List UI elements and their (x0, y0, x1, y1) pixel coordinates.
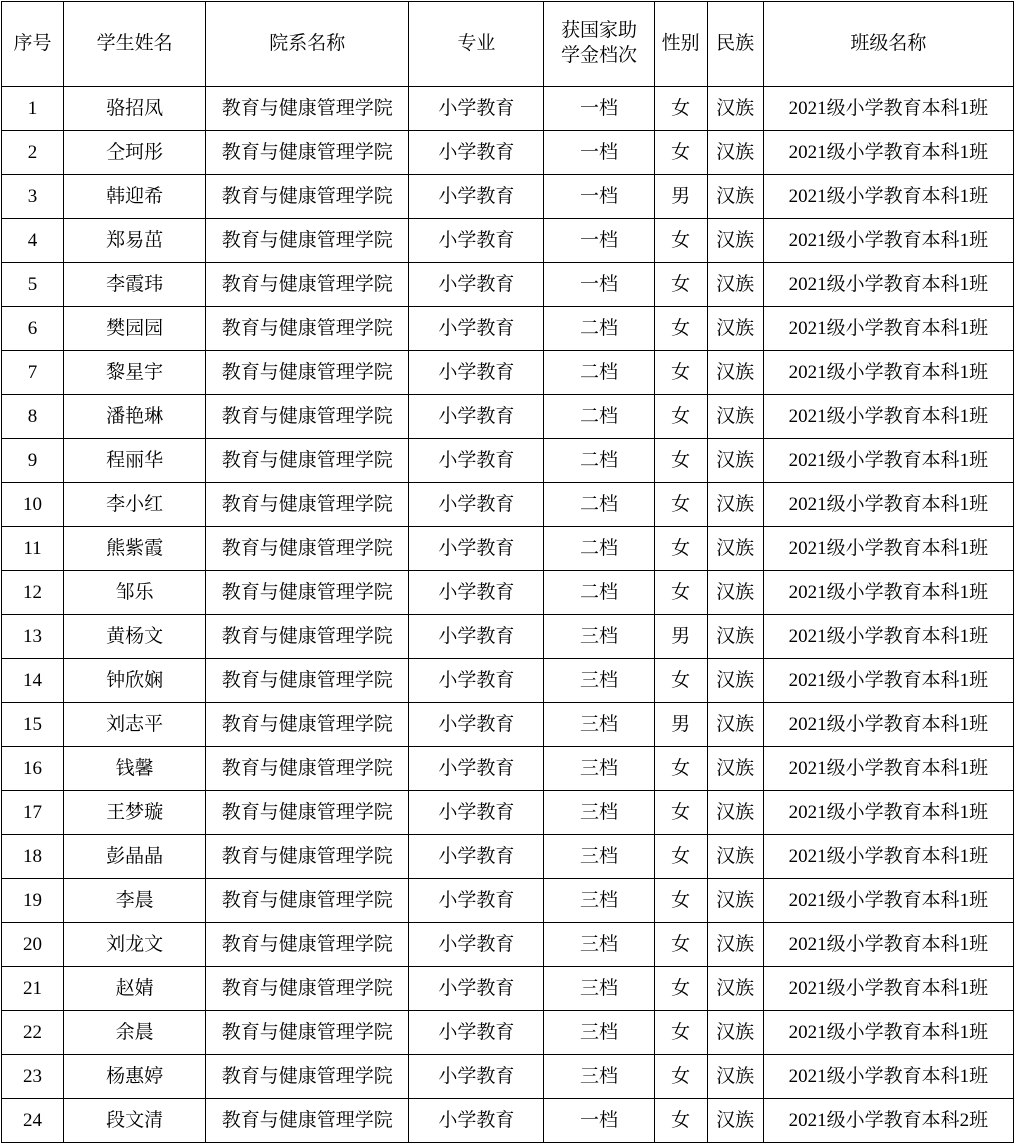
table-row (2, 1055, 1014, 1099)
cell-class-name: 2021级小学教育本科1班 (763, 263, 1013, 307)
cell-gender: 女 (654, 967, 707, 1011)
cell-ethnicity: 汉族 (707, 615, 763, 659)
cell-gender: 女 (654, 527, 707, 571)
cell-class-name: 2021级小学教育本科2班 (763, 1099, 1013, 1143)
cell-student-name: 樊园园 (64, 307, 206, 351)
cell-major: 小学教育 (409, 1055, 544, 1099)
cell-student-name: 黎星宇 (64, 351, 206, 395)
cell-grant-level: 三档 (544, 879, 654, 923)
cell-department: 教育与健康管理学院 (206, 747, 409, 791)
cell-gender: 女 (654, 747, 707, 791)
column-header-grade (544, 2, 654, 87)
cell-class-name: 2021级小学教育本科1班 (763, 923, 1013, 967)
cell-grant-level: 一档 (544, 175, 654, 219)
cell-student-name: 杨惠婷 (64, 1055, 206, 1099)
cell-index: 23 (2, 1055, 64, 1099)
cell-student-name: 彭晶晶 (64, 835, 206, 879)
cell-index: 10 (2, 483, 64, 527)
cell-department: 教育与健康管理学院 (206, 571, 409, 615)
cell-class-name: 2021级小学教育本科1班 (763, 747, 1013, 791)
cell-ethnicity: 汉族 (707, 395, 763, 439)
cell-major: 小学教育 (409, 87, 544, 131)
table-header-row (2, 2, 1014, 87)
cell-student-name: 郑易茁 (64, 219, 206, 263)
cell-ethnicity: 汉族 (707, 791, 763, 835)
cell-ethnicity: 汉族 (707, 1055, 763, 1099)
cell-student-name: 钟欣娴 (64, 659, 206, 703)
column-header-gender: 性别 (654, 2, 707, 87)
cell-index: 6 (2, 307, 64, 351)
cell-gender: 女 (654, 1055, 707, 1099)
cell-class-name: 2021级小学教育本科1班 (763, 439, 1013, 483)
cell-class-name: 2021级小学教育本科1班 (763, 219, 1013, 263)
cell-index: 1 (2, 87, 64, 131)
table-row (2, 1011, 1014, 1055)
cell-major: 小学教育 (409, 175, 544, 219)
cell-class-name: 2021级小学教育本科1班 (763, 703, 1013, 747)
cell-major: 小学教育 (409, 131, 544, 175)
cell-major: 小学教育 (409, 527, 544, 571)
table-row (2, 571, 1014, 615)
cell-class-name: 2021级小学教育本科1班 (763, 527, 1013, 571)
cell-department: 教育与健康管理学院 (206, 835, 409, 879)
column-header-name: 学生姓名 (64, 2, 206, 87)
cell-department: 教育与健康管理学院 (206, 307, 409, 351)
cell-index: 18 (2, 835, 64, 879)
cell-grant-level: 三档 (544, 747, 654, 791)
cell-department: 教育与健康管理学院 (206, 1055, 409, 1099)
document-page (0, 1, 1013, 1143)
cell-major: 小学教育 (409, 615, 544, 659)
cell-gender: 女 (654, 1099, 707, 1143)
cell-gender: 女 (654, 571, 707, 615)
cell-index: 9 (2, 439, 64, 483)
cell-index: 22 (2, 1011, 64, 1055)
cell-student-name: 余晨 (64, 1011, 206, 1055)
cell-class-name: 2021级小学教育本科1班 (763, 967, 1013, 1011)
cell-grant-level: 三档 (544, 615, 654, 659)
cell-major: 小学教育 (409, 791, 544, 835)
cell-department: 教育与健康管理学院 (206, 967, 409, 1011)
cell-ethnicity: 汉族 (707, 131, 763, 175)
cell-department: 教育与健康管理学院 (206, 395, 409, 439)
cell-student-name: 段文清 (64, 1099, 206, 1143)
table-row (2, 967, 1014, 1011)
table-row (2, 659, 1014, 703)
column-header-ethnicity: 民族 (707, 2, 763, 87)
table-row (2, 175, 1014, 219)
cell-ethnicity: 汉族 (707, 703, 763, 747)
column-header-department: 院系名称 (206, 2, 409, 87)
table-row (2, 307, 1014, 351)
cell-gender: 男 (654, 175, 707, 219)
cell-student-name: 刘志平 (64, 703, 206, 747)
cell-class-name: 2021级小学教育本科1班 (763, 1055, 1013, 1099)
cell-gender: 女 (654, 395, 707, 439)
cell-class-name: 2021级小学教育本科1班 (763, 1011, 1013, 1055)
cell-gender: 女 (654, 1011, 707, 1055)
cell-index: 17 (2, 791, 64, 835)
cell-grant-level: 一档 (544, 263, 654, 307)
cell-grant-level: 二档 (544, 439, 654, 483)
cell-ethnicity: 汉族 (707, 747, 763, 791)
cell-grant-level: 三档 (544, 1055, 654, 1099)
cell-class-name: 2021级小学教育本科1班 (763, 131, 1013, 175)
table-row (2, 615, 1014, 659)
table-row (2, 879, 1014, 923)
cell-student-name: 李晨 (64, 879, 206, 923)
cell-student-name: 骆招凤 (64, 87, 206, 131)
cell-major: 小学教育 (409, 747, 544, 791)
cell-grant-level: 三档 (544, 1011, 654, 1055)
table-row (2, 703, 1014, 747)
cell-gender: 女 (654, 483, 707, 527)
cell-ethnicity: 汉族 (707, 1099, 763, 1143)
cell-student-name: 韩迎希 (64, 175, 206, 219)
cell-grant-level: 三档 (544, 923, 654, 967)
cell-ethnicity: 汉族 (707, 879, 763, 923)
cell-major: 小学教育 (409, 703, 544, 747)
cell-index: 3 (2, 175, 64, 219)
cell-ethnicity: 汉族 (707, 527, 763, 571)
column-header-grade-line1: 获国家助 (561, 20, 638, 42)
cell-gender: 女 (654, 351, 707, 395)
table-row (2, 263, 1014, 307)
cell-department: 教育与健康管理学院 (206, 483, 409, 527)
cell-department: 教育与健康管理学院 (206, 923, 409, 967)
cell-index: 15 (2, 703, 64, 747)
cell-ethnicity: 汉族 (707, 571, 763, 615)
cell-student-name: 李小红 (64, 483, 206, 527)
cell-department: 教育与健康管理学院 (206, 351, 409, 395)
cell-department: 教育与健康管理学院 (206, 1099, 409, 1143)
column-header-index: 序号 (2, 2, 64, 87)
cell-department: 教育与健康管理学院 (206, 703, 409, 747)
cell-gender: 男 (654, 703, 707, 747)
cell-major: 小学教育 (409, 395, 544, 439)
table-row (2, 131, 1014, 175)
cell-major: 小学教育 (409, 307, 544, 351)
cell-class-name: 2021级小学教育本科1班 (763, 659, 1013, 703)
student-roster-table (1, 1, 1014, 1143)
table-row (2, 395, 1014, 439)
cell-gender: 女 (654, 659, 707, 703)
cell-index: 20 (2, 923, 64, 967)
cell-student-name: 熊紫霞 (64, 527, 206, 571)
cell-major: 小学教育 (409, 923, 544, 967)
cell-gender: 女 (654, 879, 707, 923)
table-header (2, 2, 1014, 87)
cell-major: 小学教育 (409, 571, 544, 615)
cell-gender: 女 (654, 439, 707, 483)
table-row (2, 87, 1014, 131)
cell-department: 教育与健康管理学院 (206, 175, 409, 219)
cell-class-name: 2021级小学教育本科1班 (763, 395, 1013, 439)
cell-major: 小学教育 (409, 1011, 544, 1055)
cell-index: 4 (2, 219, 64, 263)
cell-class-name: 2021级小学教育本科1班 (763, 571, 1013, 615)
table-row (2, 791, 1014, 835)
cell-class-name: 2021级小学教育本科1班 (763, 483, 1013, 527)
cell-gender: 女 (654, 219, 707, 263)
cell-major: 小学教育 (409, 879, 544, 923)
cell-ethnicity: 汉族 (707, 1011, 763, 1055)
cell-gender: 女 (654, 87, 707, 131)
cell-student-name: 邹乐 (64, 571, 206, 615)
cell-grant-level: 一档 (544, 1099, 654, 1143)
table-body (2, 87, 1014, 1143)
cell-student-name: 钱馨 (64, 747, 206, 791)
cell-index: 19 (2, 879, 64, 923)
cell-student-name: 黄杨文 (64, 615, 206, 659)
cell-ethnicity: 汉族 (707, 659, 763, 703)
cell-grant-level: 二档 (544, 483, 654, 527)
cell-index: 14 (2, 659, 64, 703)
cell-major: 小学教育 (409, 967, 544, 1011)
cell-department: 教育与健康管理学院 (206, 87, 409, 131)
cell-class-name: 2021级小学教育本科1班 (763, 175, 1013, 219)
cell-grant-level: 二档 (544, 307, 654, 351)
cell-class-name: 2021级小学教育本科1班 (763, 307, 1013, 351)
cell-index: 21 (2, 967, 64, 1011)
cell-student-name: 王梦璇 (64, 791, 206, 835)
cell-department: 教育与健康管理学院 (206, 439, 409, 483)
cell-major: 小学教育 (409, 263, 544, 307)
cell-major: 小学教育 (409, 219, 544, 263)
cell-department: 教育与健康管理学院 (206, 263, 409, 307)
cell-index: 5 (2, 263, 64, 307)
cell-grant-level: 二档 (544, 351, 654, 395)
cell-ethnicity: 汉族 (707, 923, 763, 967)
cell-gender: 女 (654, 263, 707, 307)
cell-major: 小学教育 (409, 1099, 544, 1143)
cell-student-name: 仝珂彤 (64, 131, 206, 175)
table-row (2, 483, 1014, 527)
cell-index: 13 (2, 615, 64, 659)
cell-grant-level: 三档 (544, 967, 654, 1011)
cell-ethnicity: 汉族 (707, 175, 763, 219)
cell-gender: 女 (654, 835, 707, 879)
cell-major: 小学教育 (409, 659, 544, 703)
cell-index: 7 (2, 351, 64, 395)
cell-gender: 女 (654, 923, 707, 967)
table-row (2, 1099, 1014, 1143)
cell-gender: 男 (654, 615, 707, 659)
cell-grant-level: 三档 (544, 703, 654, 747)
cell-ethnicity: 汉族 (707, 835, 763, 879)
cell-department: 教育与健康管理学院 (206, 791, 409, 835)
cell-department: 教育与健康管理学院 (206, 615, 409, 659)
cell-student-name: 程丽华 (64, 439, 206, 483)
cell-department: 教育与健康管理学院 (206, 131, 409, 175)
cell-index: 16 (2, 747, 64, 791)
cell-class-name: 2021级小学教育本科1班 (763, 791, 1013, 835)
cell-student-name: 潘艳琳 (64, 395, 206, 439)
cell-grant-level: 一档 (544, 87, 654, 131)
cell-ethnicity: 汉族 (707, 87, 763, 131)
table-row (2, 923, 1014, 967)
cell-ethnicity: 汉族 (707, 219, 763, 263)
cell-student-name: 刘龙文 (64, 923, 206, 967)
cell-major: 小学教育 (409, 483, 544, 527)
cell-ethnicity: 汉族 (707, 263, 763, 307)
cell-ethnicity: 汉族 (707, 439, 763, 483)
cell-index: 11 (2, 527, 64, 571)
table-row (2, 219, 1014, 263)
cell-index: 24 (2, 1099, 64, 1143)
cell-ethnicity: 汉族 (707, 351, 763, 395)
cell-ethnicity: 汉族 (707, 967, 763, 1011)
cell-department: 教育与健康管理学院 (206, 219, 409, 263)
cell-student-name: 李霞玮 (64, 263, 206, 307)
cell-class-name: 2021级小学教育本科1班 (763, 879, 1013, 923)
cell-student-name: 赵婧 (64, 967, 206, 1011)
cell-grant-level: 三档 (544, 835, 654, 879)
cell-index: 8 (2, 395, 64, 439)
cell-grant-level: 一档 (544, 219, 654, 263)
cell-grant-level: 二档 (544, 571, 654, 615)
column-header-grade-line2: 学金档次 (561, 45, 638, 66)
column-header-major: 专业 (409, 2, 544, 87)
cell-class-name: 2021级小学教育本科1班 (763, 87, 1013, 131)
cell-grant-level: 一档 (544, 131, 654, 175)
cell-department: 教育与健康管理学院 (206, 659, 409, 703)
cell-index: 2 (2, 131, 64, 175)
table-row (2, 351, 1014, 395)
cell-grant-level: 三档 (544, 659, 654, 703)
table-row (2, 835, 1014, 879)
cell-major: 小学教育 (409, 835, 544, 879)
cell-department: 教育与健康管理学院 (206, 527, 409, 571)
column-header-class-name: 班级名称 (763, 2, 1013, 87)
cell-gender: 女 (654, 131, 707, 175)
cell-index: 12 (2, 571, 64, 615)
cell-class-name: 2021级小学教育本科1班 (763, 615, 1013, 659)
cell-grant-level: 二档 (544, 395, 654, 439)
table-row (2, 439, 1014, 483)
table-row (2, 527, 1014, 571)
cell-major: 小学教育 (409, 439, 544, 483)
cell-class-name: 2021级小学教育本科1班 (763, 835, 1013, 879)
cell-department: 教育与健康管理学院 (206, 879, 409, 923)
cell-grant-level: 三档 (544, 791, 654, 835)
cell-gender: 女 (654, 791, 707, 835)
cell-department: 教育与健康管理学院 (206, 1011, 409, 1055)
cell-gender: 女 (654, 307, 707, 351)
cell-grant-level: 二档 (544, 527, 654, 571)
table-row (2, 747, 1014, 791)
cell-major: 小学教育 (409, 351, 544, 395)
cell-class-name: 2021级小学教育本科1班 (763, 351, 1013, 395)
cell-ethnicity: 汉族 (707, 483, 763, 527)
cell-ethnicity: 汉族 (707, 307, 763, 351)
